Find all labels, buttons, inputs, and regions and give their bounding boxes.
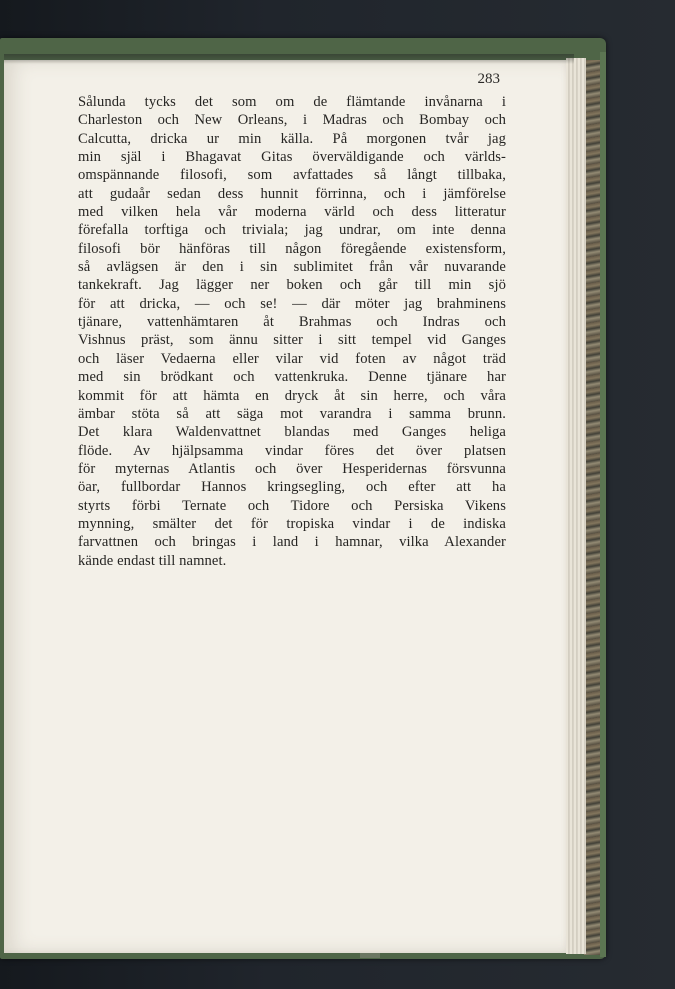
text-line: med sin brödkant och vattenkruka. Denne tjänare har xyxy=(78,369,506,386)
text-line: Det klara Waldenvattnet blandas med Ganges heliga xyxy=(78,424,506,441)
text-line: omspännande filosofi, som avfattades så långt tillbaka, xyxy=(78,167,506,184)
text-line: ämbar stöta så att säga mot varandra i samma brunn. xyxy=(78,405,506,422)
text-line: styrts förbi Ternate och Tidore och Persiska Vikens xyxy=(78,497,506,514)
text-line: min själ i Bhagavat Gitas överväldigande och världs- xyxy=(78,149,506,166)
text-line: för att dricka, — och se! — där möter jag brahminens xyxy=(78,295,506,312)
text-line: så avlägsen är den i sin sublimitet från vår nuvarande xyxy=(78,259,506,276)
text-line: flöde. Av hjälpsamma vindar föres det över platsen xyxy=(78,442,506,459)
text-line: förefalla torftiga och triviala; jag undrar, om inte denna xyxy=(78,222,506,239)
text-line: filosofi bör hänföras till någon föregående existensform, xyxy=(78,240,506,257)
body-text xyxy=(78,93,506,570)
text-line: med vilken hela vår moderna värld och dess litteratur xyxy=(78,204,506,221)
bottom-mark xyxy=(360,953,380,958)
text-line: farvattnen och bringas i land i hamnar, vilka Alexander xyxy=(78,534,506,551)
text-line: kände endast till namnet. xyxy=(78,552,227,569)
text-line: och läser Vedaerna eller vilar vid foten av något träd xyxy=(78,350,506,367)
text-line: öar, fullbordar Hannos kringsegling, och efter att ha xyxy=(78,479,506,496)
text-line: mynning, smälter det för tropiska vindar i de indiska xyxy=(78,515,506,532)
text-line: tjänare, vattenhämtaren åt Brahmas och Indras och xyxy=(78,314,506,331)
text-line: att gudaår sedan dess hunnit förrinna, och i jämförelse xyxy=(78,185,506,202)
page-stack-edge xyxy=(566,58,586,954)
text-line: Vishnus präst, som ännu sitter i sitt tempel vid Ganges xyxy=(78,332,506,349)
text-line: Charleston och New Orleans, i Madras och Bombay och xyxy=(78,112,506,129)
text-line: Sålunda tycks det som om de flämtande invånarna i xyxy=(78,94,506,110)
text-line: Calcutta, dricka ur min källa. På morgonen tvår jag xyxy=(78,130,506,147)
text-line: kommit för att hämta en dryck åt sin herre, och våra xyxy=(78,387,506,404)
text-line: tankekraft. Jag lägger ner boken och går till min sjö xyxy=(78,277,506,294)
cover-rim xyxy=(600,52,606,957)
text-line: för myternas Atlantis och över Hesperidernas försvunna xyxy=(78,460,506,477)
page-top-shadow xyxy=(4,54,574,64)
page-number: 283 xyxy=(477,71,500,87)
